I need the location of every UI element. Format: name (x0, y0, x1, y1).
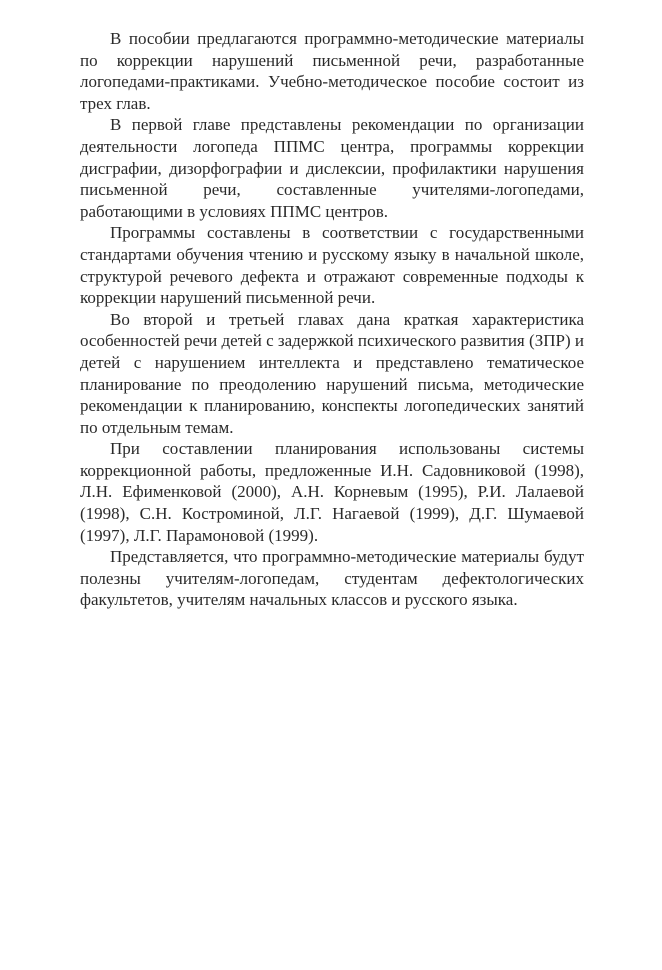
paragraph-4: Во второй и третьей главах дана краткая характеристика особенностей речи детей с задержкой психического развития (ЗПР) и детей с нарушением интеллекта и представлено тематическое планирование по преодолению нарушений письма, методические рекомендации к планированию, конспекты логопедических занятий по отдельным темам. (80, 309, 584, 437)
paragraph-3: Программы составлены в соответствии с государственными стандартами обучения чтению и русскому языку в начальной школе, структурой речевого дефекта и отражают современные подходы к коррекции нарушений письменной речи. (80, 223, 584, 308)
paragraph-6: Представляется, что программно-методические материалы будут полезны учителям-логопедам, студентам дефектологических факультетов, учителям начальных классов и русского языка. (80, 547, 584, 610)
text-body (80, 28, 584, 611)
paragraph-5: При составлении планирования использованы системы коррекционной работы, предложенные И.Н. Садовниковой (1998), Л.Н. Ефименковой (2000), А.Н. Корневым (1995), Р.И. Лалаевой (1998), С.Н. Костроминой, Л.Г. Нагаевой (1999), Д.Г. Шумаевой (1997), Л.Г. Парамоновой (1999). (80, 439, 584, 545)
paragraph-2: В первой главе представлены рекомендации по организации деятельности логопеда ППМС центра, программы коррекции дисграфии, дизорфографии и дислексии, профилактики нарушения письменной речи, составленные учителями-логопедами, работающими в условиях ППМС центров. (80, 115, 584, 221)
paragraph-1: В пособии предлагаются программно-методические материалы по коррекции нарушений письменной речи, разработанные логопедами-практиками. Учебно-методическое пособие состоит из трех глав. (80, 29, 584, 113)
